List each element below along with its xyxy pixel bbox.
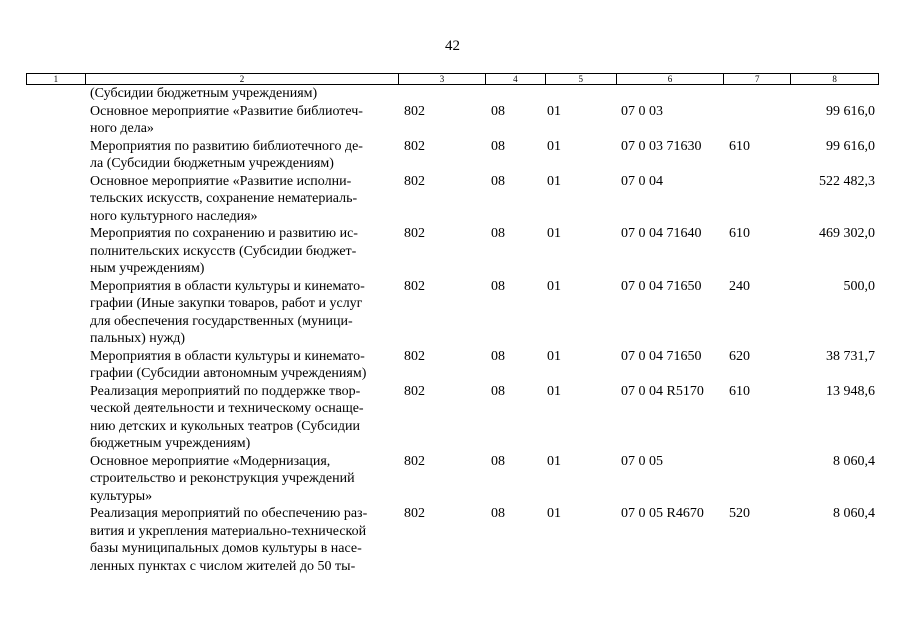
row-name-line: культуры» <box>90 488 153 504</box>
row-col-8: 8 060,4 <box>833 506 875 521</box>
row-name <box>90 278 395 348</box>
row-col-3: 802 <box>404 103 425 119</box>
row-col-5: 01 <box>547 173 561 189</box>
row-col-6: 07 0 04 71640 <box>621 226 702 241</box>
row-name-line: пальных) нужд) <box>90 331 186 346</box>
row-name-line: нию детских и кукольных театров (Субсидии <box>90 418 361 434</box>
row-col-7: 610 <box>729 226 750 241</box>
row-name-line: вития и укрепления материально-технической <box>90 523 367 539</box>
row-name <box>90 103 395 138</box>
row-col-5: 01 <box>547 383 561 399</box>
row-col-4: 08 <box>491 173 505 189</box>
row-name-line: Основное мероприятие «Модернизация, <box>90 453 331 469</box>
row-name-line: ческой деятельности и техническому оснаще- <box>90 401 364 416</box>
row-name-line: Основное мероприятие «Развитие библиотеч- <box>90 103 363 119</box>
header-col-8: 8 <box>790 74 878 84</box>
row-col-7: 610 <box>729 138 750 154</box>
row-col-5: 01 <box>547 138 561 154</box>
row-col-3: 802 <box>404 453 425 469</box>
header-col-7: 7 <box>723 74 790 84</box>
row-name <box>90 348 395 383</box>
row-col-8: 8 060,4 <box>833 453 875 469</box>
row-col-4: 08 <box>491 348 505 364</box>
row-col-3: 802 <box>404 138 425 154</box>
row-name <box>90 383 395 453</box>
row-name-line: графии (Иные закупки товаров, работ и услуг <box>90 296 363 311</box>
row-name-line: Основное мероприятие «Развитие исполни- <box>90 173 352 189</box>
row-name-line: Мероприятия по развитию библиотечного де- <box>90 138 363 154</box>
table-row <box>0 103 905 138</box>
row-col-5: 01 <box>547 226 561 241</box>
header-col-2: 2 <box>85 74 398 84</box>
row-col-6: 07 0 05 R4670 <box>621 506 704 521</box>
row-col-6: 07 0 04 71650 <box>621 348 702 364</box>
row-name-line: полнительских искусств (Субсидии бюджет- <box>90 243 357 259</box>
header-col-6: 6 <box>616 74 724 84</box>
row-name-line: ного культурного наследия» <box>90 208 258 224</box>
row-name-line: Реализация мероприятий по поддержке твор- <box>90 383 361 399</box>
table-row <box>0 453 905 506</box>
table-body <box>0 85 905 575</box>
row-name-line: графии (Субсидии автономным учреждениям) <box>90 366 367 381</box>
row-name-line: ла (Субсидии бюджетным учреждениям) <box>90 156 334 171</box>
row-name-line: Реализация мероприятий по обеспечению раз- <box>90 506 368 521</box>
row-col-7: 620 <box>729 348 750 364</box>
row-name-line: Мероприятия в области культуры и кинемато- <box>90 278 365 294</box>
row-name-line: ленных пунктах с числом жителей до 50 ты- <box>90 558 356 574</box>
row-col-8: 13 948,6 <box>826 383 875 399</box>
table-row <box>0 85 905 103</box>
row-col-8: 99 616,0 <box>826 103 875 119</box>
row-name-line: базы муниципальных домов культуры в насе- <box>90 541 362 556</box>
row-col-8: 99 616,0 <box>826 138 875 154</box>
row-col-3: 802 <box>404 173 425 189</box>
row-col-3: 802 <box>404 226 425 241</box>
row-col-8: 38 731,7 <box>826 348 875 364</box>
row-col-6: 07 0 04 R5170 <box>621 383 704 399</box>
row-name-line: для обеспечения государственных (муници- <box>90 313 353 329</box>
row-name <box>90 453 395 506</box>
row-col-4: 08 <box>491 226 505 241</box>
row-col-5: 01 <box>547 348 561 364</box>
row-col-3: 802 <box>404 348 425 364</box>
row-col-7: 520 <box>729 506 750 521</box>
row-col-4: 08 <box>491 278 505 294</box>
row-name-line: ным учреждениям) <box>90 261 205 276</box>
row-col-6: 07 0 05 <box>621 453 663 469</box>
row-col-6: 07 0 04 71650 <box>621 278 702 294</box>
table-row <box>0 278 905 348</box>
table-row <box>0 505 905 575</box>
row-col-4: 08 <box>491 103 505 119</box>
header-col-3: 3 <box>398 74 485 84</box>
row-col-8: 500,0 <box>843 278 875 294</box>
table-row <box>0 173 905 226</box>
header-col-4: 4 <box>485 74 545 84</box>
row-col-3: 802 <box>404 278 425 294</box>
row-name <box>90 138 395 173</box>
row-col-6: 07 0 03 <box>621 103 663 119</box>
table-row <box>0 225 905 278</box>
row-name <box>90 505 395 575</box>
table-row <box>0 138 905 173</box>
row-name-line: Мероприятия в области культуры и кинемато- <box>90 348 365 364</box>
row-name-line: бюджетным учреждениям) <box>90 436 251 451</box>
row-col-7: 240 <box>729 278 750 294</box>
row-col-5: 01 <box>547 506 561 521</box>
table-header <box>26 73 879 85</box>
row-name-line: тельских искусств, сохранение нематериаль- <box>90 191 358 206</box>
row-name-line: ного дела» <box>90 121 154 136</box>
row-col-6: 07 0 03 71630 <box>621 138 702 154</box>
row-col-5: 01 <box>547 453 561 469</box>
row-col-5: 01 <box>547 278 561 294</box>
row-name-line: строительство и реконструкция учреждений <box>90 471 355 486</box>
row-col-4: 08 <box>491 506 505 521</box>
row-name <box>90 173 395 226</box>
header-col-5: 5 <box>545 74 616 84</box>
table-row <box>0 348 905 383</box>
row-col-7: 610 <box>729 383 750 399</box>
page-number: 42 <box>445 38 460 54</box>
table-row <box>0 383 905 453</box>
row-col-6: 07 0 04 <box>621 173 663 189</box>
row-col-8: 469 302,0 <box>819 226 875 241</box>
row-name <box>90 225 395 278</box>
row-col-4: 08 <box>491 138 505 154</box>
row-col-3: 802 <box>404 506 425 521</box>
row-name-line: Мероприятия по сохранению и развитию ис- <box>90 226 358 241</box>
row-col-4: 08 <box>491 383 505 399</box>
row-col-5: 01 <box>547 103 561 119</box>
row-col-8: 522 482,3 <box>819 173 875 189</box>
header-col-1: 1 <box>53 74 59 84</box>
row-col-3: 802 <box>404 383 425 399</box>
row-col-4: 08 <box>491 453 505 469</box>
row-name <box>90 85 395 103</box>
row-name-line: (Субсидии бюджетным учреждениям) <box>90 86 318 101</box>
